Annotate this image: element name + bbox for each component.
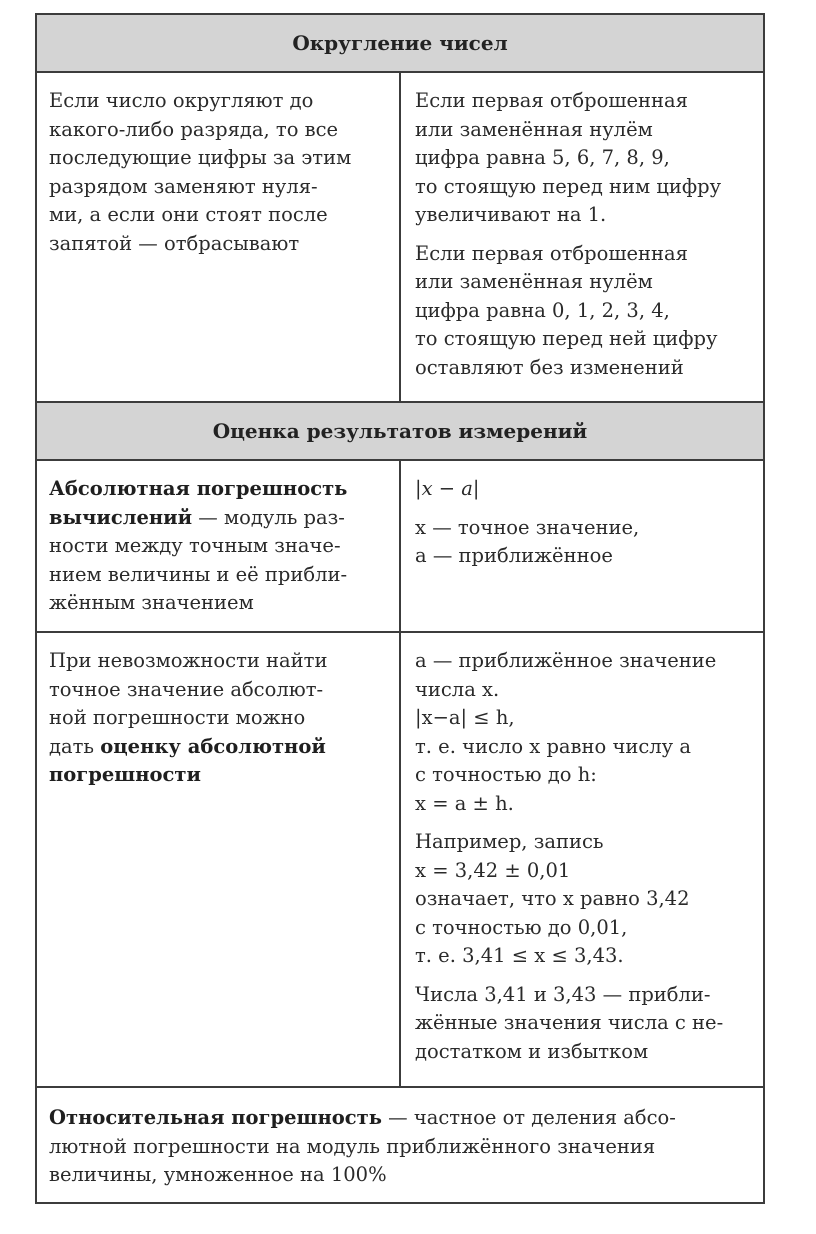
absolute-error-formula: |x − a|	[415, 477, 480, 500]
relative-error-row	[37, 1088, 763, 1202]
reference-table	[35, 13, 765, 1204]
error-estimate-definition: При невозможности найти точное значение абсолют- ной погрешности можно дать оценку абсолютной погрешности	[49, 649, 328, 786]
relative-error-definition: Относительная погрешность — частное от деления абсо- лютной погрешности на модуль приближённого значения величины, умноженное на 100%	[49, 1106, 676, 1186]
rounding-cases-cell	[401, 73, 763, 401]
error-estimate-definition-cell	[37, 633, 401, 1086]
rounding-down-case: Если первая отброшенная или заменённая нулём цифра равна 0, 1, 2, 3, 4, то стоящую перед ней цифру оставляют без изменений	[415, 241, 718, 379]
absolute-error-row	[37, 461, 763, 633]
error-estimate-details-cell	[401, 633, 763, 1086]
error-estimate-notation: a — приближённое значение числа x. |x−a| ≤ h, т. е. число x равно числу a с точностью до h: x = a ± h.	[415, 649, 717, 815]
rounding-rule-cell	[37, 73, 401, 401]
section-header-rounding	[37, 15, 763, 73]
error-estimate-example: Например, запись x = 3,42 ± 0,01 означает, что x равно 3,42 с точностью до 0,01, т. е. 3,41 ≤ x ≤ 3,43.	[415, 830, 690, 967]
rounding-rule-text: Если число округляют до какого-либо разряда, то все последующие цифры за этим разрядом заменяют нуля- ми, а если они стоят после запятой — отбрасывают	[49, 89, 352, 255]
absolute-error-formula-cell	[401, 461, 763, 631]
error-estimate-row	[37, 633, 763, 1088]
section-header-measurement	[37, 403, 763, 461]
relative-error-cell	[37, 1088, 763, 1202]
rounding-row	[37, 73, 763, 403]
absolute-error-definition-cell	[37, 461, 401, 631]
rounding-up-case: Если первая отброшенная или заменённая нулём цифра равна 5, 6, 7, 8, 9, то стоящую перед ним цифру увеличивают на 1.	[415, 89, 722, 226]
error-estimate-bounds-note: Числа 3,41 и 3,43 — прибли- жённые значения числа с не- достатком и избытком	[415, 982, 724, 1063]
absolute-error-variables: x — точное значение, a — приближённое	[415, 515, 640, 567]
section-title-measurement: Оценка результатов измерений	[212, 419, 588, 443]
section-title-rounding: Округление чисел	[292, 31, 508, 55]
absolute-error-definition: Абсолютная погрешность вычислений — модуль раз- ности между точным значе- нием величины и её прибли- жённым значением	[49, 477, 348, 614]
